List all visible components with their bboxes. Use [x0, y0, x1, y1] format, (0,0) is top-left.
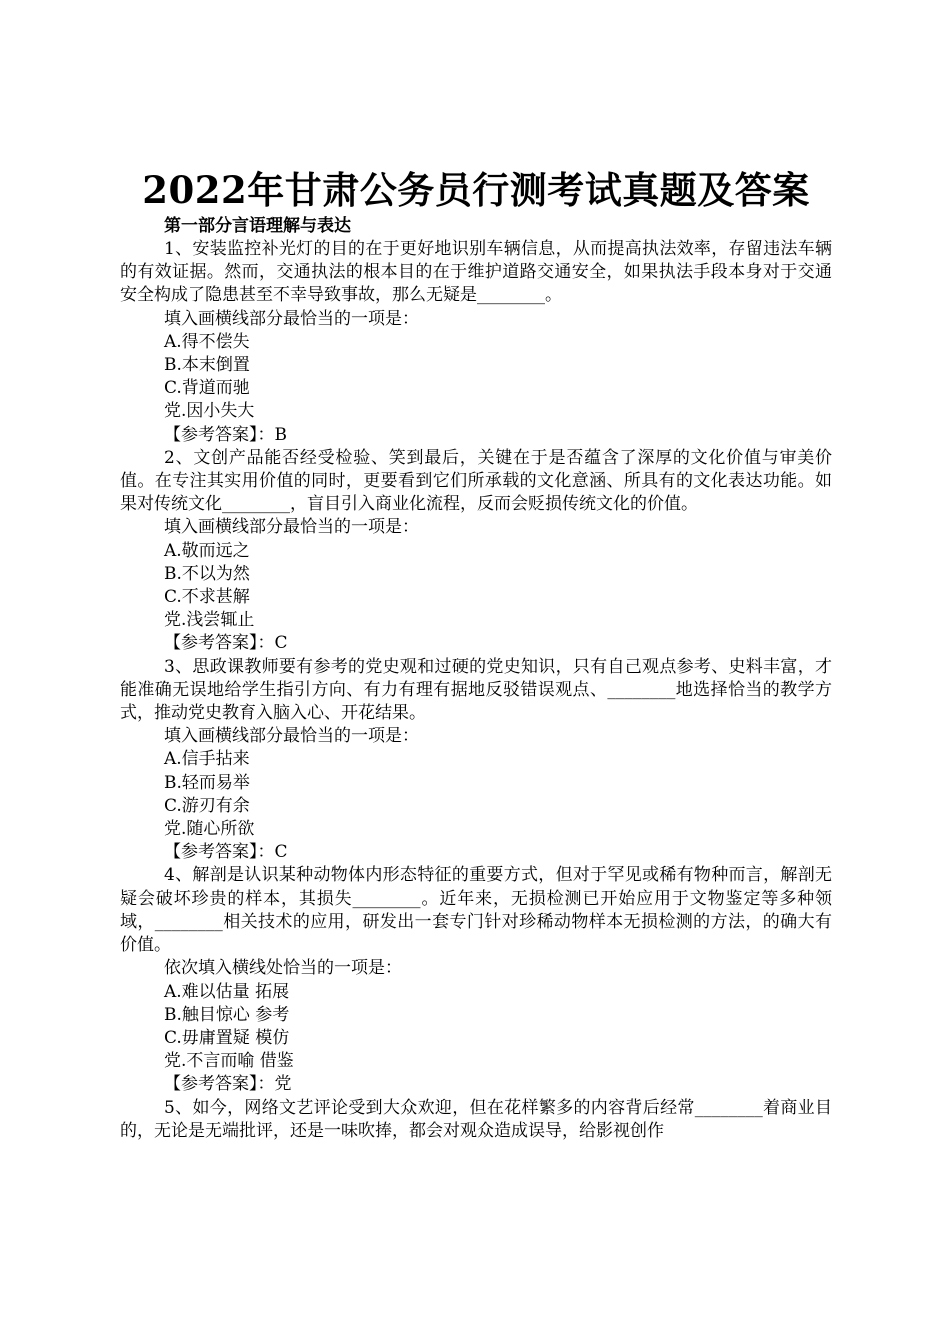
section-heading: 第一部分言语理解与表达	[164, 216, 351, 236]
question-stem: 3、思政课教师要有参考的党史观和过硬的党史知识，只有自己观点参考、史料丰富，才能准确无误地给学生指引方向、有力有理有据地反驳错误观点、________地选择恰当的教学方式，推动党史教育入脑入心、开花结果。	[120, 656, 832, 724]
question-prompt: 填入画横线部分最恰当的一项是：	[164, 308, 419, 329]
question-stem: 5、如今，网络文艺评论受到大众欢迎，但在花样繁多的内容背后经常________着商业目的，无论是无端批评，还是一味吹捧，都会对观众造成误导，给影视创作	[120, 1097, 832, 1141]
option-b: B.轻而易举	[164, 772, 250, 793]
option-d: 党.浅尝辄止	[164, 610, 255, 631]
option-d: 党.随心所欲	[164, 819, 255, 840]
option-a: A.得不偿失	[164, 331, 250, 352]
option-d: 党.因小失大	[164, 401, 255, 422]
question-1	[120, 238, 832, 447]
option-a: A.难以估量 拓展	[164, 981, 290, 1002]
option-a: A.敬而远之	[164, 540, 250, 561]
question-stem: 2、文创产品能否经受检验、笑到最后，关键在于是否蕴含了深厚的文化价值与审美价值。在专注其实用价值的同时，更要看到它们所承载的文化意涵、所具有的文化表达功能。如果对传统文化________，盲目引入商业化流程，反而会贬损传统文化的价值。	[120, 447, 832, 515]
question-prompt: 填入画横线部分最恰当的一项是：	[164, 517, 419, 538]
question-prompt: 填入画横线部分最恰当的一项是：	[164, 726, 419, 747]
option-c: C.不求甚解	[164, 587, 250, 608]
answer: 【参考答案】：党	[164, 1074, 292, 1095]
question-2	[120, 447, 832, 656]
answer: 【参考答案】：C	[164, 633, 288, 654]
answer: 【参考答案】：B	[164, 424, 287, 445]
answer: 【参考答案】：C	[164, 842, 288, 863]
option-b: B.触目惊心 参考	[164, 1004, 290, 1025]
option-c: C.游刃有余	[164, 795, 250, 816]
document-page	[120, 165, 832, 1143]
question-3	[120, 656, 832, 865]
question-5	[120, 1097, 832, 1143]
option-a: A.信手拈来	[164, 749, 250, 770]
option-b: B.不以为然	[164, 563, 250, 584]
option-c: C.背道而驰	[164, 378, 250, 399]
option-c: C.毋庸置疑 模仿	[164, 1027, 290, 1048]
document-title: 2022年甘肃公务员行测考试真题及答案	[142, 168, 810, 212]
option-b: B.本末倒置	[164, 355, 250, 376]
question-prompt: 依次填入横线处恰当的一项是：	[164, 958, 402, 979]
option-d: 党.不言而喻 借鉴	[164, 1051, 294, 1072]
question-4	[120, 864, 832, 1096]
question-stem: 4、解剖是认识某种动物体内形态特征的重要方式，但对于罕见或稀有物种而言，解剖无疑会破坏珍贵的样本，其损失________。近年来，无损检测已开始应用于文物鉴定等多种领域，________相关技术的应用，研发出一套专门针对珍稀动物样本无损检测的方法，的确大有价值。	[120, 865, 832, 956]
question-stem: 1、安装监控补光灯的目的在于更好地识别车辆信息，从而提高执法效率，存留违法车辆的有效证据。然而，交通执法的根本目的在于维护道路交通安全，如果执法手段本身对于交通安全构成了隐患甚至不幸导致事故，那么无疑是________。	[120, 239, 832, 306]
